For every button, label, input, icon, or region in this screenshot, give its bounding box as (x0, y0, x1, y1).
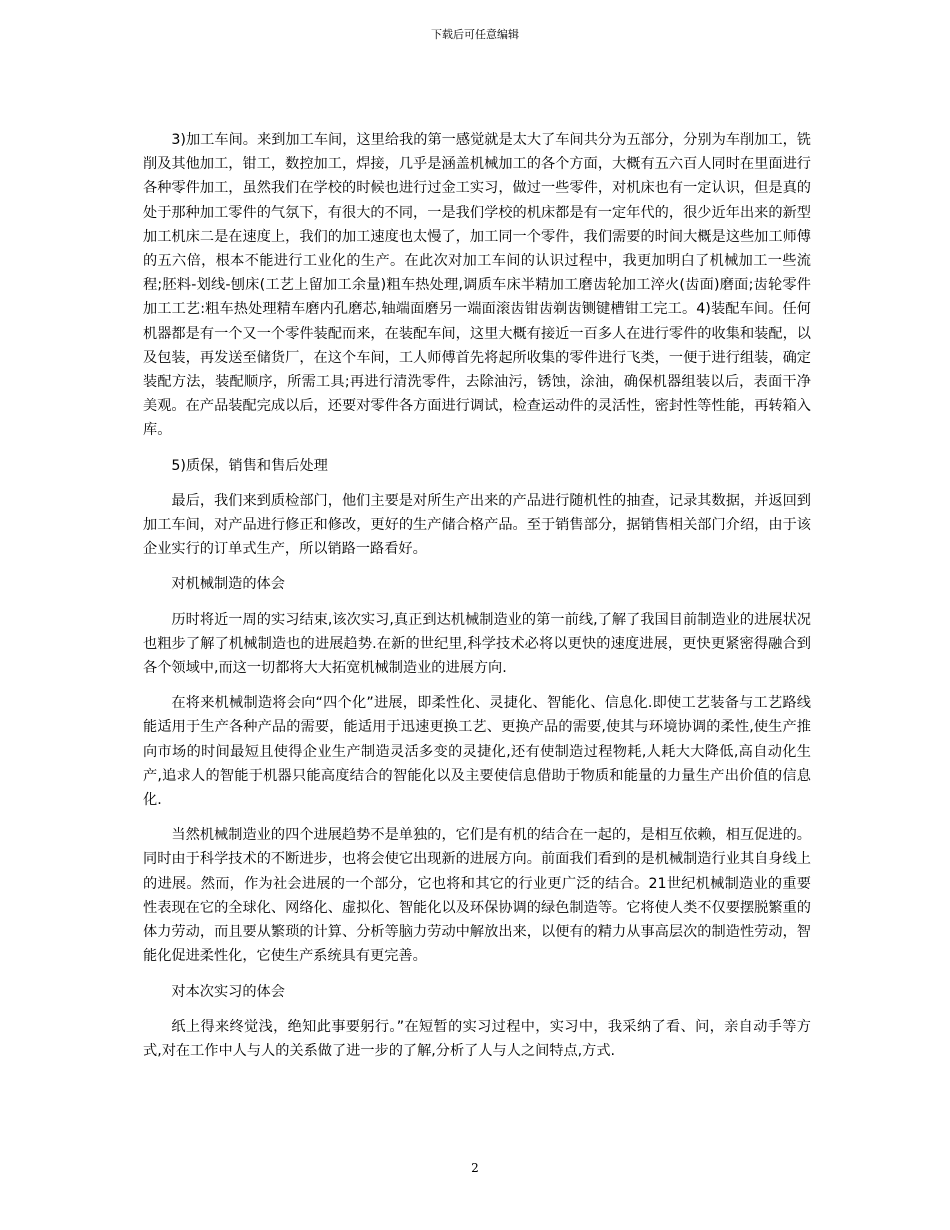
heading-quality-sales: 5)质保，销售和售后处理 (171, 457, 328, 474)
page-number: 2 (471, 1161, 479, 1175)
heading-manufacturing-reflection: 对机械制造的体会 (171, 576, 285, 593)
heading-internship-reflection: 对本次实习的体会 (171, 983, 285, 1000)
paragraph-trend-integration: 当然机械制造业的四个进展趋势不是单独的，它们是有机的结合在一起的，是相互依赖，相互促进的。同时由于科学技术的不断进步，也将会使它出现新的进展方向。前面我们看到的是机械制造行业其自身线上的进展。然而，作为社会进展的一个部分，它也将和其它的行业更广泛的结合。21世纪机械制造业的重要性表现在它的全球化、网络化、虚拟化、智能化以及环保协调的绿色制造等。它将使人类不仅要摆脱繁重的体力劳动，而且要从繁琐的计算、分析等脑力劳动中解放出来，以便有的精力从事高层次的制造性劳动，智能化促进柔性化，它使生产系统具有更完善。 (143, 827, 811, 965)
paragraph-internship-summary: 历时将近一周的实习结束,该次实习,真正到达机械制造业的第一前线,了解了我国目前制造业的进展状况也粗步了解了机械制造也的进展趋势.在新的世纪里,科学技术必将以更快的速度进展，更快更紧密得融合到各个领域中,而这一切都将大大拓宽机械制造业的进展方向. (143, 611, 811, 677)
paragraph-practice-quote: 纸上得来终觉浅，绝知此事要躬行。”在短暂的实习过程中，实习中，我采纳了看、问，亲自动手等方式,对在工作中人与人的关系做了进一步的了解,分析了人与人之间特点,方式. (143, 1018, 811, 1059)
paragraph-workshops: 3)加工车间。来到加工车间，这里给我的第一感觉就是太大了车间共分为五部分，分别为车削加工，铣削及其他加工，钳工，数控加工，焊接，几乎是涵盖机械加工的各个方面，大概有五六百人同时在里面进行各种零件加工，虽然我们在学校的时候也进行过金工实习，做过一些零件，对机床也有一定认识，但是真的处于那种加工零件的气氛下，有很大的不同，一是我们学校的机床都是有一定年代的，很少近年出来的新型加工机床二是在速度上，我们的加工速度也太慢了，加工同一个零件，我们需要的时间大概是这些加工师傅的五六倍，根本不能进行工业化的生产。在此次对加工车间的认识过程中，我更加明白了机械加工一些流程;胚料-划线-刨床(工艺上留加工余量)粗车热处理,调质车床半精加工磨齿轮加工淬火(齿面)磨面;齿轮零件加工工艺:粗车热处理精车磨内孔磨芯,轴端面磨另一端面滚齿钳齿剃齿铡键槽钳工完工。4)装配车间。任何机器都是有一个又一个零件装配而来，在装配车间，这里大概有接近一百多人在进行零件的收集和装配，以及包装，再发送至储货厂，在这个车间，工人师傅首先将起所收集的零件进行飞类，一便于进行组装，确定装配方法，装配顺序，所需工具;再进行清洗零件，去除油污，锈蚀，涂油，确保机器组装以后，表面干净美观。在产品装配完成以后，还要对零件各方面进行调试，检查运动件的灵活性，密封性等性能，再转箱入库。 (143, 132, 811, 439)
page-header: 下载后可任意编辑 (431, 28, 519, 41)
paragraph-four-trends: 在将来机械制造将会向“四个化”进展，即柔性化、灵捷化、智能化、信息化.即使工艺装备与工艺路线能适用于生产各种产品的需要，能适用于迅速更换工艺、更换产品的需要,使其与环境协调的柔性,使生产推向市场的时间最短且使得企业生产制造灵活多变的灵捷化,还有使制造过程物耗,人耗大大降低,高自动化生产,追求人的智能于机器只能高度结合的智能化以及主要使信息借助于物质和能量的力量生产出价值的信息化. (143, 695, 811, 809)
document-body (143, 128, 811, 1074)
paragraph-quality-inspection: 最后，我们来到质检部门，他们主要是对所生产出来的产品进行随机性的抽查，记录其数据，并返回到加工车间，对产品进行修正和修改，更好的生产储合格产品。至于销售部分，据销售相关部门介绍，由于该企业实行的订单式生产，所以销路一路看好。 (143, 492, 811, 558)
